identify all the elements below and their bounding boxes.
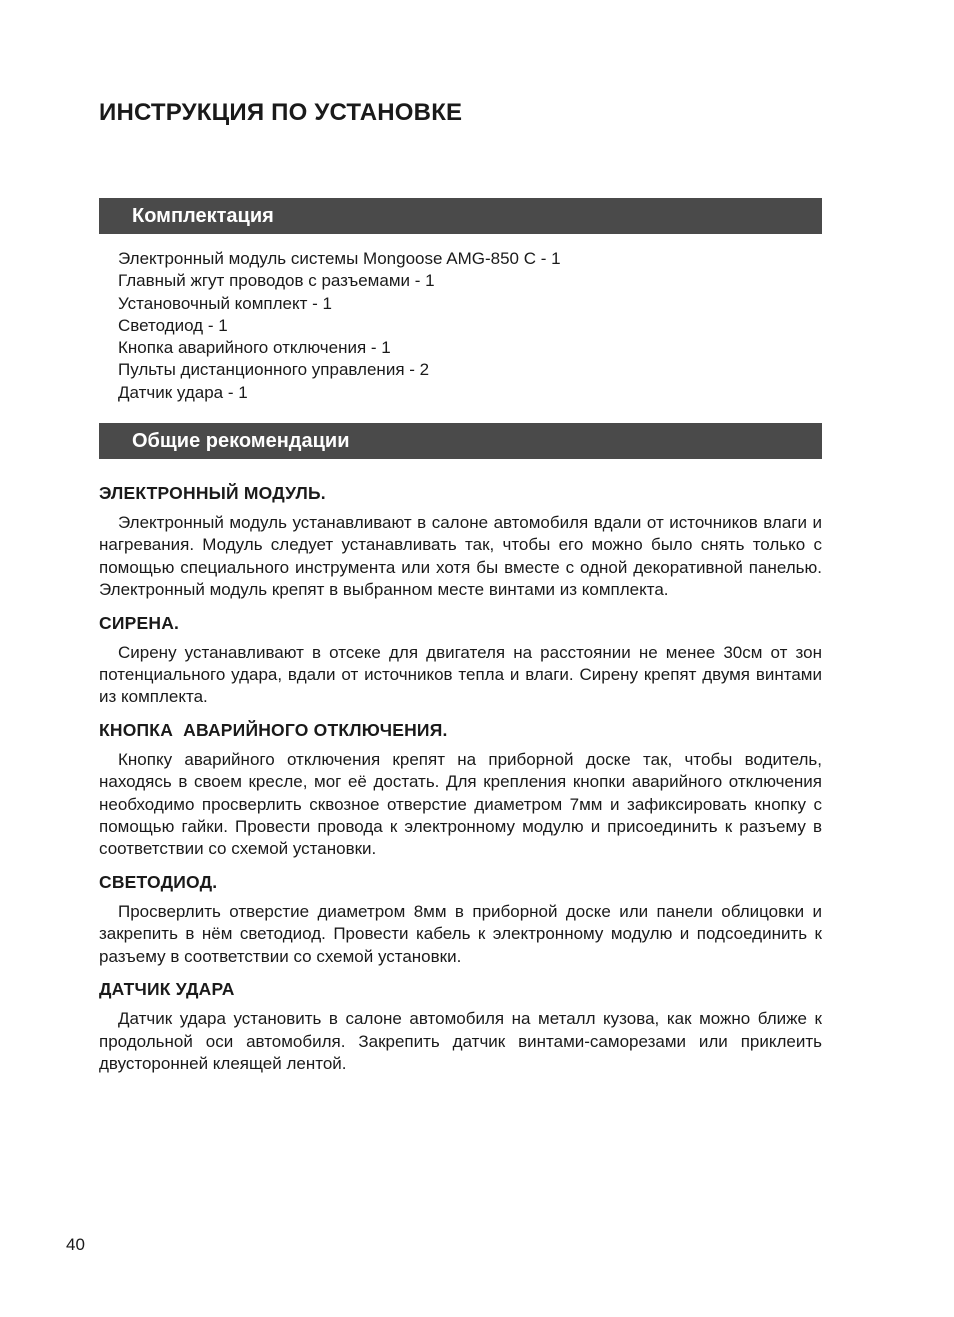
list-item: Главный жгут проводов с разъемами - 1: [118, 271, 435, 291]
section-bar-contents: Комплектация: [99, 198, 822, 234]
list-item: Пульты дистанционного управления - 2: [118, 360, 430, 380]
section-siren: [99, 612, 822, 709]
section-heading: СИРЕНА.: [99, 612, 180, 633]
list-item: Датчик удара - 1: [118, 382, 248, 402]
list-item: Электронный модуль системы Mongoose AMG-850 C - 1: [118, 249, 561, 268]
section-bar-recommendations: Общие рекомендации: [99, 423, 822, 459]
section-heading: ДАТЧИК УДАРА: [99, 979, 235, 1000]
section-text: Датчик удара установить в салоне автомобиля на металл кузова, как можно ближе к продольной оси автомобиля. Закрепить датчик винтами-саморезами или приклеить двусторонней клеящей лентой.: [99, 1009, 822, 1073]
section-heading: ЭЛЕКТРОННЫЙ МОДУЛЬ.: [99, 483, 326, 503]
section-shock-sensor: [99, 978, 822, 1075]
section-text: Просверлить отверстие диаметром 8мм в приборной доске или панели облицовки и закрепить в нём светодиод. Провести кабель к электронному модулю и подсоединить к разъему в соответствии со схемой установки.: [99, 901, 822, 966]
contents-list: [118, 248, 561, 404]
section-led: [99, 871, 822, 968]
list-item: Установочный комплект - 1: [118, 293, 332, 313]
page-number: 40: [66, 1235, 85, 1254]
list-item: Кнопка аварийного отключения - 1: [118, 338, 391, 358]
list-item: Светодиод - 1: [118, 315, 228, 335]
section-emergency-button: [99, 719, 822, 861]
recommendations-body: [99, 482, 822, 1085]
section-text: Кнопку аварийного отключения крепят на приборной доске так, чтобы водитель, находясь в своем кресле, мог её достать. Для крепления кнопки аварийного отключения необходимо просверлить сквозное отверстие диаметром 7мм и зафиксировать кнопку с помощью гайки. Провести провода к электронному модулю и присоединить к разъему в соответствии со схемой установки.: [99, 749, 822, 859]
section-heading: СВЕТОДИОД.: [99, 871, 218, 892]
section-electronic-module: [99, 482, 822, 602]
section-heading: КНОПКА АВАРИЙНОГО ОТКЛЮЧЕНИЯ.: [99, 719, 448, 740]
section-text: Электронный модуль устанавливают в салоне автомобиля вдали от источников влаги и нагревания. Модуль следует устанавливать так, чтобы его можно было снять только с помощью специального инструмента или хотя бы вместе с одной декоративной панелью. Электронный модуль крепят в выбранном месте винтами из комплекта.: [99, 513, 822, 600]
section-text: Сирену устанавливают в отсеке для двигателя на расстоянии не менее 30см от зон потенциального удара, вдали от источников тепла и влаги. Сирену крепят двумя винтами из комплекта.: [99, 642, 822, 707]
page-title: ИНСТРУКЦИЯ ПО УСТАНОВКЕ: [99, 99, 463, 126]
